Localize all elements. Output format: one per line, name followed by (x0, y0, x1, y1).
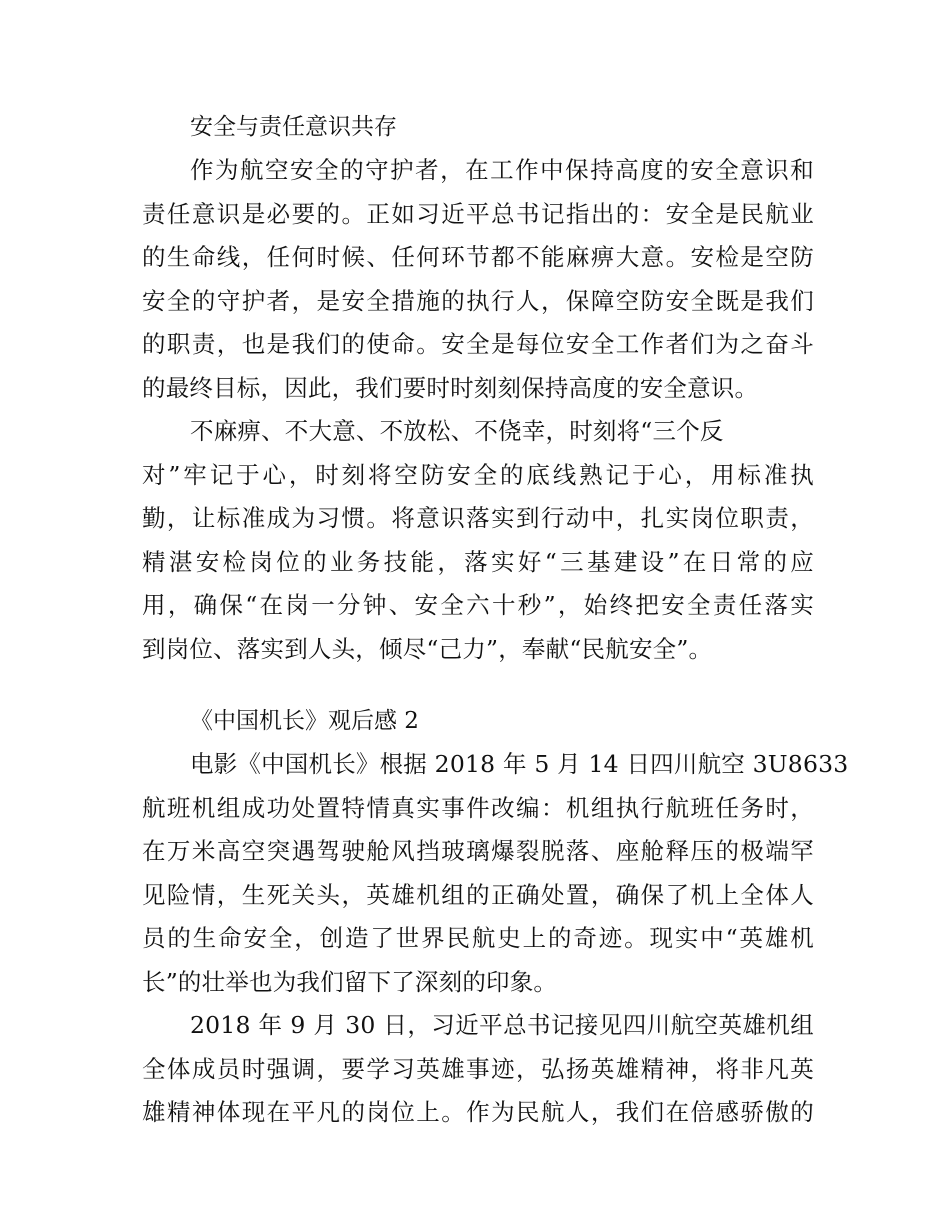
text-line: 精湛安检岗位的业务技能，落实好“三基建设”在日常的应 (142, 547, 814, 576)
text-line: 在万米高空突遇驾驶舱风挡玻璃爆裂脱落、座舱释压的极端罕 (142, 837, 814, 865)
text-line: 雄精神体现在平凡的岗位上。作为民航人，我们在倍感骄傲的 (142, 1098, 814, 1126)
text-line: 不麻痹、不大意、不放松、不侥幸，时刻将“三个反 (190, 417, 724, 445)
text-line: 责任意识是必要的。正如习近平总书记指出的：安全是民航业 (142, 199, 814, 228)
text-line: 全体成员时强调，要学习英雄事迹，弘扬英雄精神，将非凡英 (142, 1054, 814, 1083)
text-line: 长”的壮举也为我们留下了深刻的印象。 (142, 967, 558, 996)
text-line: 见险情，生死关头，英雄机组的正确处置，确保了机上全体人 (142, 880, 814, 909)
text-line: 员的生命安全，创造了世界民航史上的奇迹。现实中“英雄机 (142, 924, 814, 952)
text-line: 作为航空安全的守护者，在工作中保持高度的安全意识和 (190, 156, 814, 184)
paragraph (142, 410, 814, 671)
text-line: 到岗位、落实到人头，倾尽“己力”，奉献“民航安全”。 (142, 634, 713, 663)
paragraph (142, 1004, 814, 1135)
text-line: 航班机组成功处置特情真实事件改编：机组执行航班任务时， (142, 793, 814, 822)
text-line: 用，确保“在岗一分钟、安全六十秒”，始终把安全责任落实 (142, 591, 814, 619)
text-line: 勤，让标准成为习惯。将意识落实到行动中，扎实岗位职责， (142, 504, 814, 532)
text-line: 2018 年 9 月 30 日，习近平总书记接见四川航空英雄机组 (190, 1011, 814, 1039)
text-line: 的职责，也是我们的使命。安全是每位安全工作者们为之奋斗 (142, 330, 814, 358)
section-heading: 安全与责任意识共存 (190, 114, 397, 140)
section-movie-review (142, 700, 849, 1135)
text-line: 的生命线，任何时候、任何环节都不能麻痹大意。安检是空防 (142, 243, 814, 271)
text-line: 电影《中国机长》根据 2018 年 5 月 14 日四川航空 3U8633 (190, 750, 849, 778)
paragraph (142, 149, 814, 410)
section-heading: 《中国机长》观后感 2 (190, 708, 419, 734)
paragraph (142, 743, 849, 1004)
text-line: 的最终目标，因此，我们要时时刻刻保持高度的安全意识。 (142, 373, 759, 402)
text-line: 安全的守护者，是安全措施的执行人，保障空防安全既是我们 (142, 286, 814, 315)
text-line: 对”牢记于心，时刻将空防安全的底线熟记于心，用标准执 (142, 460, 814, 489)
section-safety-responsibility (142, 106, 814, 671)
